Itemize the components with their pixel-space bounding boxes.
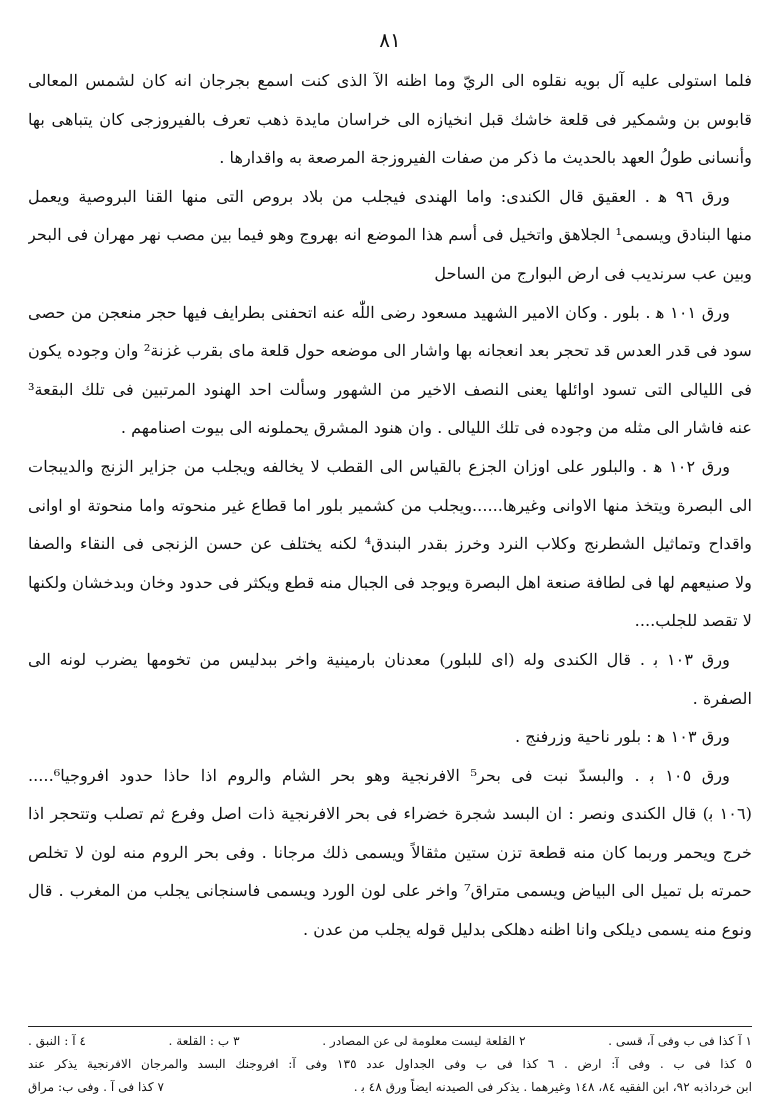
text-line: ورق ٩٦ ﻫ . العقيق قال الكندى: واما الهندى فيجلب من بلاد بروص التى منها القنا البروصية ويعمل bbox=[28, 186, 730, 206]
text-line: ولا صنيعهم لها فى لطافة صنعة اهل البصرة ويوجد فى الجبال منه قطع ويكثر فى حدود وخان وبدخشان ولكنها bbox=[28, 572, 752, 592]
text-line: وأنسانى طولُ العهد بالحديث ما ذكر من صفات الفيروزجة المرصعة به واقدارها . bbox=[219, 148, 752, 168]
text-line: ورق ١٠٣ ﻫ : بلور ناحية وزرفنج . bbox=[514, 727, 730, 747]
text-line: ورق ١٠٢ ﻫ . والبلور على اوزان الجزع بالقياس الى القطب لا يخالفه ويجلب من جزاير الزنج والديبجات bbox=[28, 456, 731, 476]
footnote: ٤ آ : النبق . bbox=[28, 1034, 87, 1048]
footnote: ٧ كذا فى آ . وفى ب: مراق bbox=[28, 1080, 165, 1094]
text-line: ورق ١٠٥ ﺑ . والبسدّ نبت فى بحر⁵ الافرنجية وهو بحر الشام والروم اذا حاذا حدود افروجيا⁶..... bbox=[28, 765, 730, 785]
footnote-row bbox=[28, 1030, 752, 1053]
text-line: منها البنادق ويسمى¹ الجلاهق واتخيل فى أسم هذا الموضع انه بهروج وهو فيما بين مصب نهر مهران فى البحر bbox=[28, 225, 752, 245]
footnote: ٣ ب : القلعة . bbox=[168, 1034, 240, 1048]
footnote-row bbox=[28, 1076, 752, 1099]
footnote: ٢ القلعة ليست معلومة لى عن المصادر . bbox=[322, 1034, 526, 1048]
text-line: خرج ويحمر وربما كان منه قطعة تزن ستين مثقالاً ويسمى ذلك مرجانا . وفى بحر الروم منه لون لا تخلص bbox=[28, 842, 752, 862]
text-line: سود فى قدر العدس قد تحجر بعد انعجانه بها واشار الى موضعه حول قلعة ماى بقرب غزنة² وان وجوده يكون bbox=[28, 341, 752, 361]
text-line: فى الليالى التى تسود اوائلها يعنى النصف الاخير من الشهور وسألت احد الهنود المرتبين فى تلك البقعة³ bbox=[28, 379, 752, 399]
body-text bbox=[28, 62, 752, 950]
text-line: وبين عب سرنديب فى ارض البوارج من الساحل bbox=[434, 263, 752, 283]
text-line: فلما استولى عليه آل بويه نقلوه الى الريّ وما اظنه الآ الذى كنت اسمع بجرجان انه كان لشمس المعالى bbox=[28, 71, 752, 90]
text-line: ورق ١٠٣ ﺑ . قال الكندى وله (اى للبلور) معدنان بارمينية واخر ببدليس من تخومها يضرب لونه الى bbox=[28, 649, 730, 669]
text-line: ورق ١٠١ ﻫ . بلور . وكان الامير الشهيد مسعود رضى اللّٰه عنه اتحفنى بطرايف فيها حجر منعجن من حصى bbox=[28, 302, 730, 322]
text-line: حمرته بل تميل الى البياض ويسمى متراق⁷ واخر على لون الورد ويسمى فاسنجانى يجلب من المغرب . قال bbox=[28, 881, 752, 901]
footnote: ابن خرداذبه ٩٢، ابن الفقيه ٨٤، ١٤٨ وغيرهما . يذكر فى الصيدنه ايضاً ورق ٤٨ ﺑ . bbox=[353, 1080, 752, 1094]
text-line: واقداح وتماثيل الشطرنج وكلاب النرد وخرز بقدر البندق⁴ لكنه يختلف عن حسن الزنجى فى النقاء والصفا bbox=[28, 534, 752, 554]
page-number: ٨١ bbox=[379, 28, 401, 52]
text-line: (١٠٦ ﺑ) قال الكندى ونصر : ان البسد شجرة خضراء فى بحر الافرنجية ذات اصل وفرع ثم تصلب وتتحجر اذا bbox=[28, 804, 752, 824]
footnotes bbox=[28, 1030, 752, 1099]
text-line: ونوع منه يسمى ديلكى وانا اظنه دهلكى بدليل قوله يجلب من عدن . bbox=[302, 920, 752, 940]
text-line: الصفرة . bbox=[692, 688, 752, 708]
text-line: عنه فاشار الى مثله من وجوده فى تلك الليالى . وان هنود المشرق يحملونه الى بيوت اصنامهم . bbox=[120, 418, 752, 438]
text-line: قابوس بن وشمكير فى قلعة خاشك قبل انخيازه الى خراسان مايدة ذهب تعرف بالفيروزجى كان يتباهى بها bbox=[28, 109, 752, 129]
text-line: لا تقصد للجلب.... bbox=[634, 611, 752, 631]
text-line: الى البصرة ويتخذ منها الاوانى وغيرها......ويجلب من كشمير بلور اما قطاع غير منحوته واما منحوتة او اوانى bbox=[28, 495, 752, 515]
footnote-divider bbox=[28, 1026, 752, 1027]
footnote-row: ٥ كذا فى ب . وفى آ: ارض . ٦ كذا فى ب وفى الجداول عدد ١٣٥ وفى آ: افروجنك البسد والمرجان الافرنجية يذكر عند bbox=[28, 1057, 752, 1071]
footnote: ١ آ كذا فى ب وفى آ، قسى . bbox=[608, 1034, 752, 1048]
